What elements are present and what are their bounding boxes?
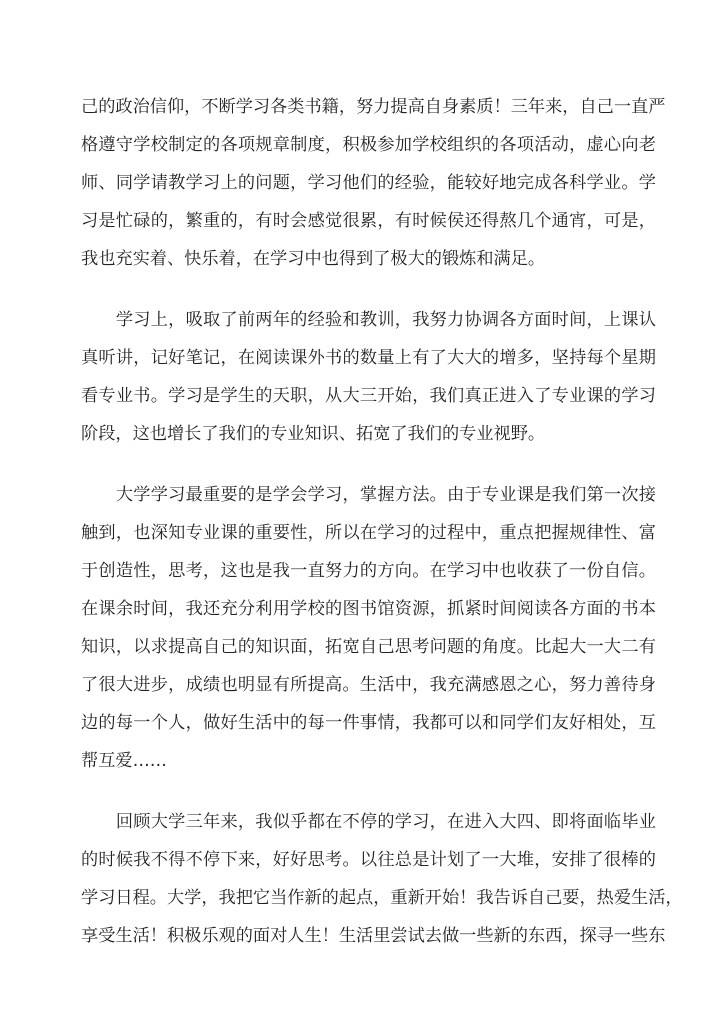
text-line: 格遵守学校制定的各项规章制度，积极参加学校组织的各项活动，虚心向老 <box>81 135 656 155</box>
paragraph-1 <box>81 88 666 278</box>
text-line: 在课余时间，我还充分利用学校的图书馆资源，抓紧时间阅读各方面的书本 <box>81 599 656 619</box>
text-line: 边的每一个人，做好生活中的每一件事情，我都可以和同学们友好相处，互 <box>81 713 656 733</box>
text-line: 阶段，这也增长了我们的专业知识、拓宽了我们的专业视野。 <box>81 424 546 444</box>
text-line: 于创造性，思考，这也是我一直努力的方向。在学习中也收获了一份自信。 <box>81 561 656 581</box>
text-line: 学习日程。大学，我把它当作新的起点，重新开始！我告诉自己要，热爱生活， <box>81 888 683 908</box>
paragraph-2 <box>81 301 656 453</box>
text-line: 享受生活！积极乐观的面对人生！生活里尝试去做一些新的东西，探寻一些东 <box>81 926 666 946</box>
text-line: 学习上，吸取了前两年的经验和教训，我努力协调各方面时间，上课认 <box>81 310 656 330</box>
text-line: 大学学习最重要的是学会学习，掌握方法。由于专业课是我们第一次接 <box>81 485 656 505</box>
text-line: 师、同学请教学习上的问题，学习他们的经验，能较好地完成各科学业。学 <box>81 173 656 193</box>
text-line: 己的政治信仰，不断学习各类书籍，努力提高自身素质！三年来，自己一直严 <box>81 97 666 117</box>
text-line: 习是忙碌的，繁重的，有时会感觉很累，有时候侯还得熬几个通宵，可是， <box>81 211 656 231</box>
text-line: 了很大进步，成绩也明显有所提高。生活中，我充满感恩之心，努力善待身 <box>81 675 656 695</box>
text-line: 真听讲，记好笔记，在阅读课外书的数量上有了大大的增多，坚持每个星期 <box>81 348 656 368</box>
text-line: 触到，也深知专业课的重要性，所以在学习的过程中，重点把握规律性、富 <box>81 523 656 543</box>
document-body <box>81 88 683 978</box>
text-line: 回顾大学三年来，我似乎都在不停的学习，在进入大四、即将面临毕业 <box>81 812 656 832</box>
text-line: 我也充实着、快乐着，在学习中也得到了极大的锻炼和满足。 <box>81 249 546 269</box>
paragraph-4 <box>81 803 683 955</box>
text-line: 看专业书。学习是学生的天职，从大三开始，我们真正进入了专业课的学习 <box>81 386 656 406</box>
paragraph-3 <box>81 476 656 780</box>
text-line: 帮互爱…… <box>81 751 167 771</box>
text-line: 的时候我不得不停下来，好好思考。以往总是计划了一大堆，安排了很棒的 <box>81 850 656 870</box>
text-line: 知识，以求提高自己的知识面，拓宽自己思考问题的角度。比起大一大二有 <box>81 637 656 657</box>
